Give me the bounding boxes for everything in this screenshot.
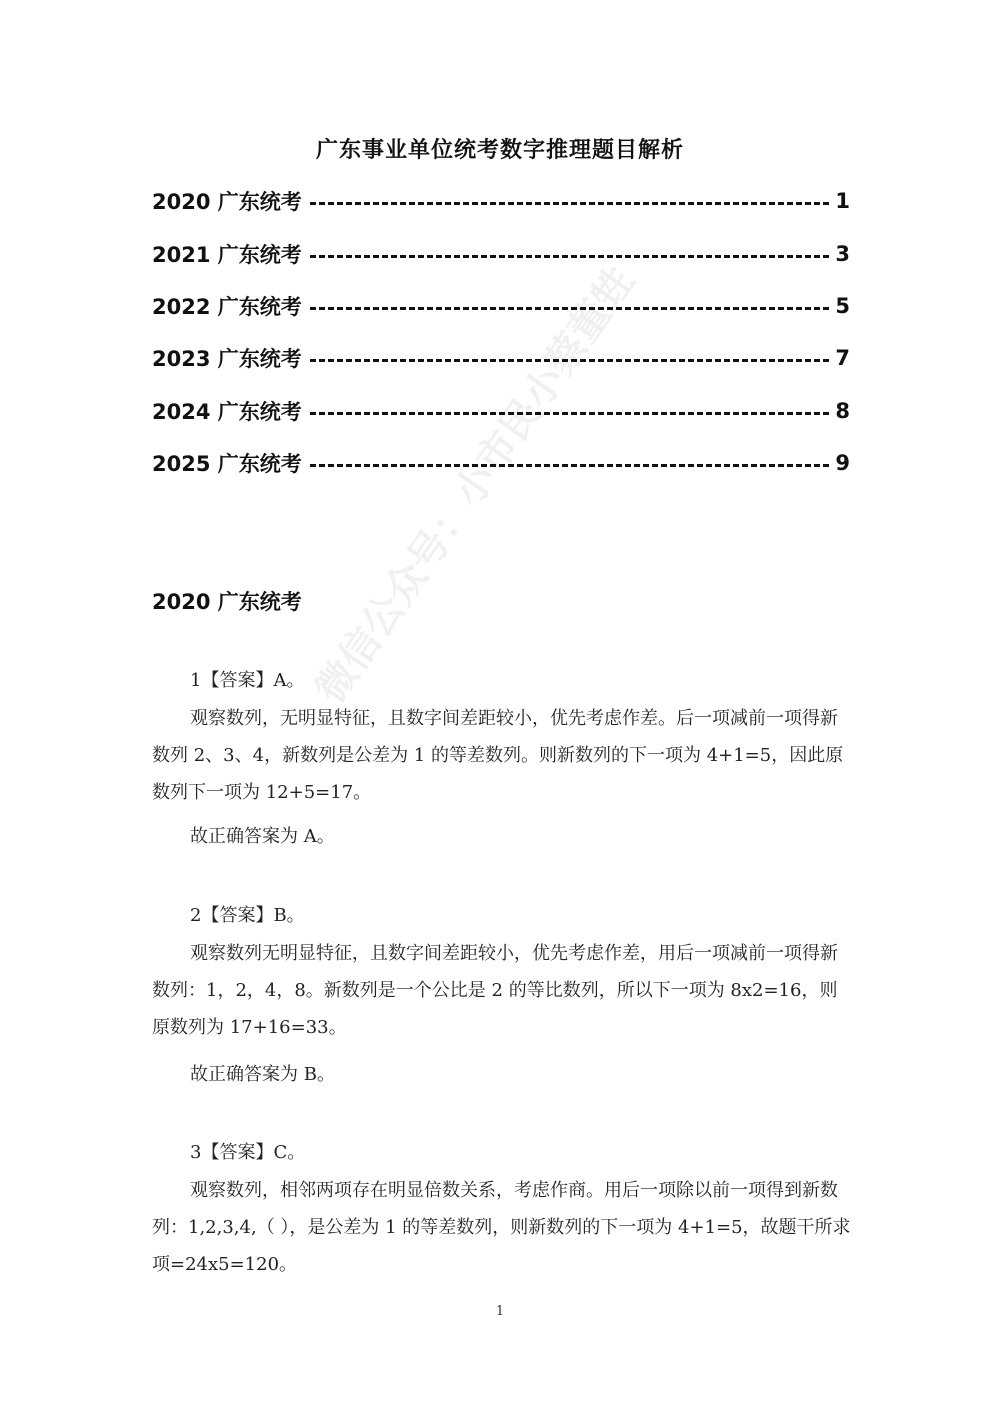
toc-page-number: 5 [835, 294, 850, 318]
toc-entry-2024[interactable] [152, 396, 850, 426]
toc-entry-2021[interactable] [152, 239, 850, 269]
toc-label: 2020 广东统考 [152, 190, 302, 214]
toc-leader [310, 255, 830, 258]
section-heading: 2020 广东统考 [152, 590, 302, 614]
toc-entry-2020[interactable] [152, 186, 850, 216]
toc-page-number: 7 [835, 346, 850, 370]
toc-entry-2023[interactable] [152, 343, 850, 373]
toc-entry-2025[interactable] [152, 448, 850, 478]
explanation-paragraph: 观察数列，无明显特征，且数字间差距较小，优先考虑作差。后一项减前一项得新数列 2、3、4，新数列是公差为 1 的等差数列。则新数列的下一项为 4+1=5，因此原数列下一项为 12+5=17。 [152, 708, 844, 803]
answer-line: 3【答案】C。 [190, 1142, 306, 1163]
answer-line: 2【答案】B。 [190, 905, 305, 926]
answer-line: 1【答案】A。 [190, 670, 305, 691]
toc-page-number: 9 [835, 451, 850, 475]
toc-label: 2023 广东统考 [152, 347, 302, 371]
toc-page-number: 1 [835, 189, 850, 213]
toc-leader [310, 359, 830, 362]
toc-leader [310, 464, 830, 467]
explanation-paragraph: 观察数列，相邻两项存在明显倍数关系，考虑作商。用后一项除以前一项得到新数列：1,2,3,4,（ ），是公差为 1 的等差数列，则新数列的下一项为 4+1=5，故题干所求项=24x5=120。 [152, 1180, 851, 1275]
toc-leader [310, 307, 830, 310]
explanation-paragraph: 观察数列无明显特征，且数字间差距较小，优先考虑作差，用后一项减前一项得新数列：1，2，4，8。新数列是一个公比是 2 的等比数列，所以下一项为 8x2=16，则原数列为 17+16=33。 [152, 943, 838, 1038]
page-number: 1 [495, 1304, 505, 1319]
toc-label: 2022 广东统考 [152, 295, 302, 319]
toc-page-number: 8 [835, 399, 850, 423]
toc-label: 2021 广东统考 [152, 243, 302, 267]
toc-label: 2025 广东统考 [152, 452, 302, 476]
toc-leader [310, 202, 830, 205]
watermark: 微信公众号：小市民小蔡董甡 [307, 259, 644, 712]
conclusion-line: 故正确答案为 B。 [190, 1064, 335, 1085]
conclusion-line: 故正确答案为 A。 [190, 826, 335, 847]
toc-entry-2022[interactable] [152, 291, 850, 321]
toc-page-number: 3 [835, 242, 850, 266]
page-title: 广东事业单位统考数字推理题目解析 [315, 138, 684, 163]
toc-leader [310, 412, 830, 415]
toc-label: 2024 广东统考 [152, 400, 302, 424]
